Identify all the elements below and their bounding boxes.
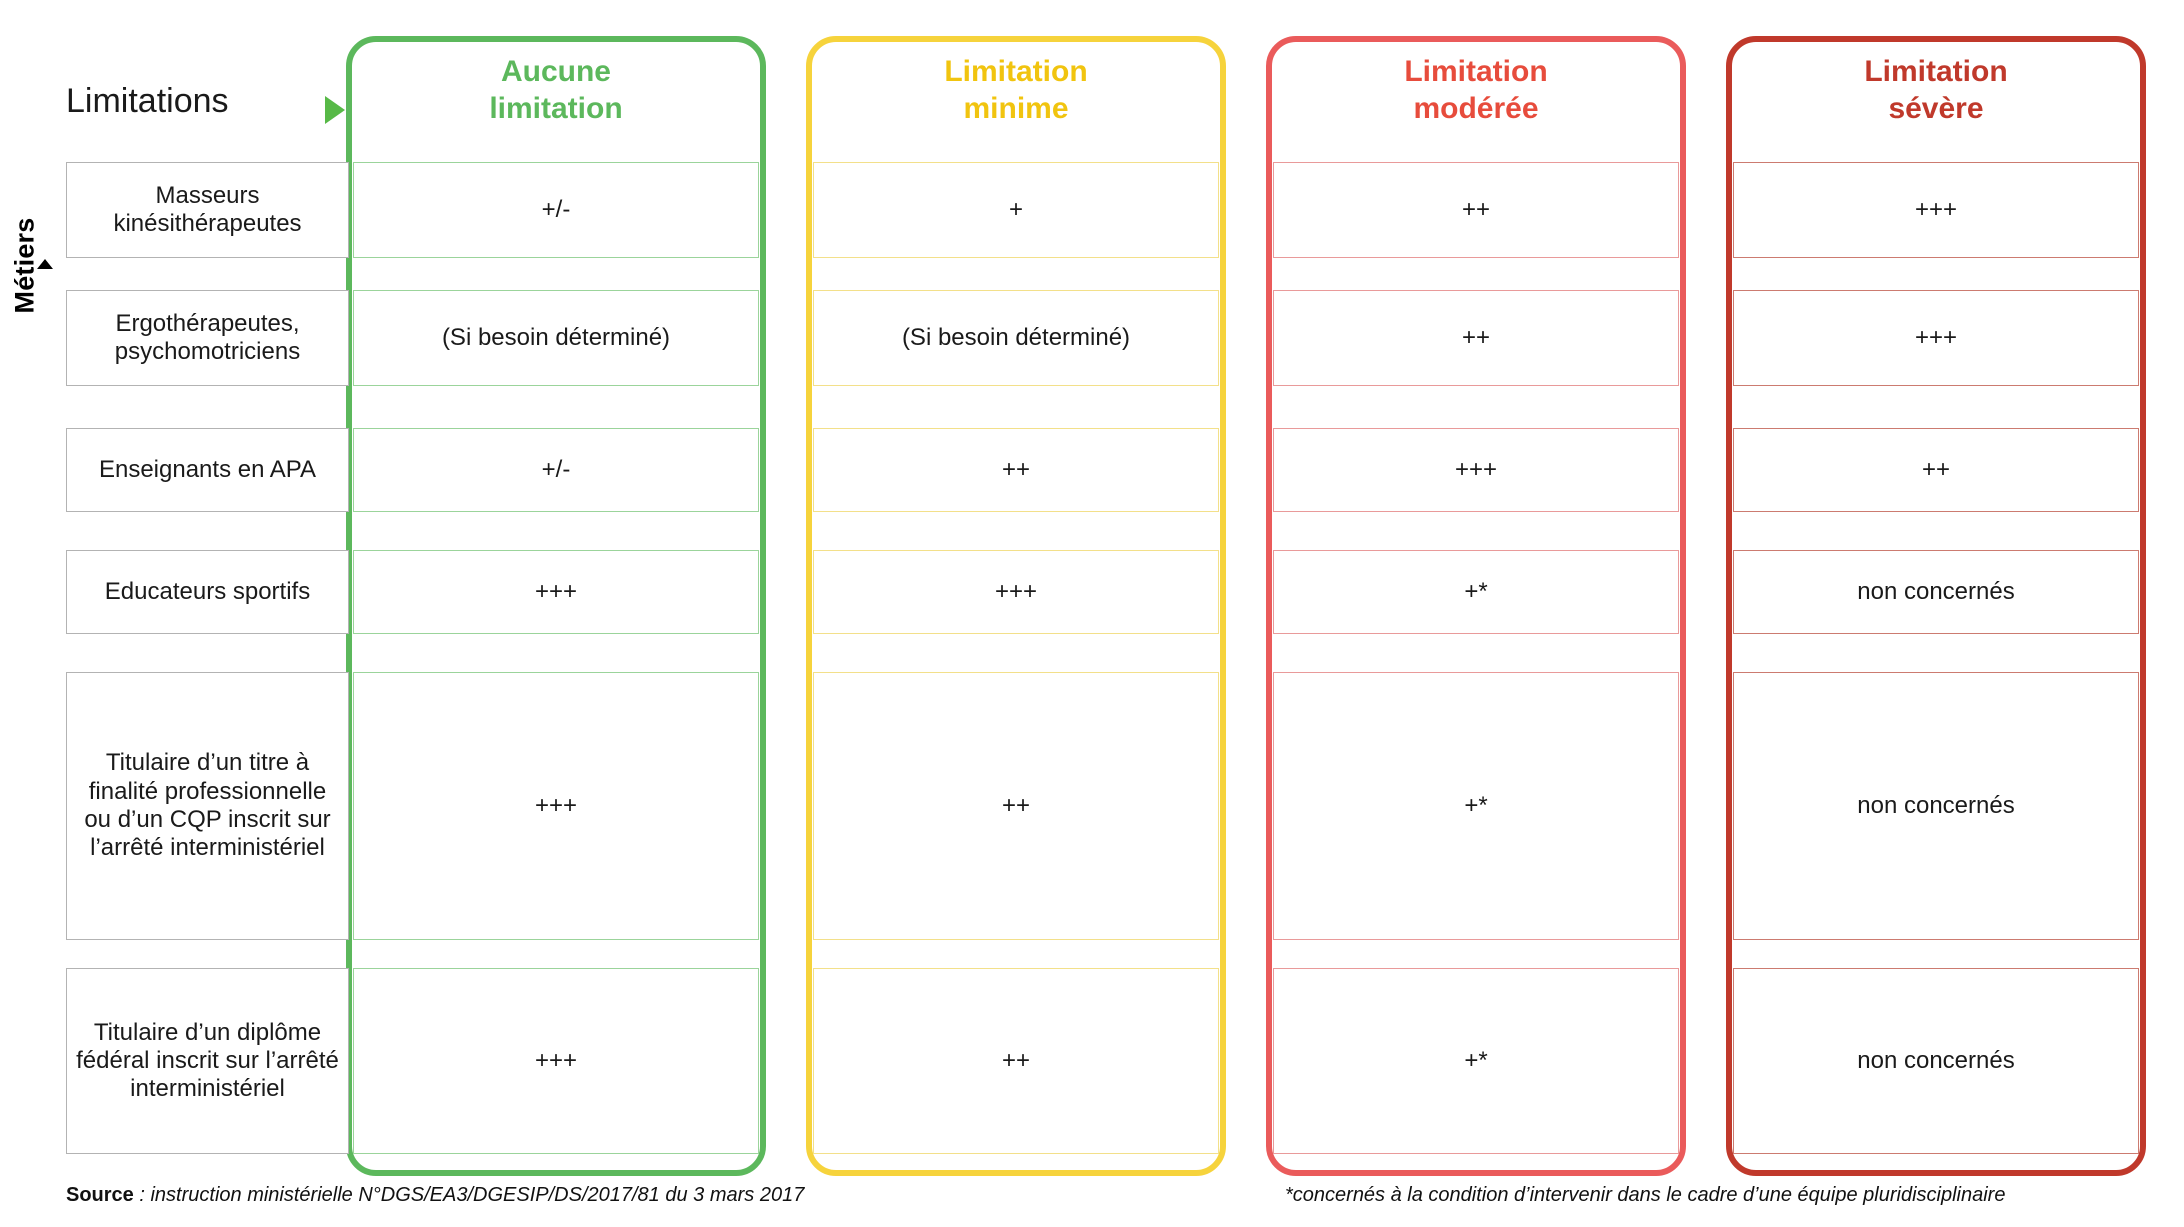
cell-educateurs-sportifs-severe: non concernés [1733, 550, 2139, 634]
cell-educateurs-sportifs-moderee: +* [1273, 550, 1679, 634]
cell-enseignants-apa-severe: ++ [1733, 428, 2139, 512]
column-header-moderee-line1: Limitation [1404, 55, 1548, 88]
cell-masseurs-minime: + [813, 162, 1219, 258]
axis-label-text: Métiers [9, 217, 40, 313]
cell-diplome-federal-moderee: +* [1273, 968, 1679, 1154]
cell-masseurs-severe: +++ [1733, 162, 2139, 258]
right-arrow-icon [325, 96, 345, 124]
cell-titre-finalite-pro-minime: ++ [813, 672, 1219, 940]
cell-titre-finalite-pro-moderee: +* [1273, 672, 1679, 940]
cell-educateurs-sportifs-aucune: +++ [353, 550, 759, 634]
cell-ergotherapeutes-moderee: ++ [1273, 290, 1679, 386]
cell-enseignants-apa-moderee: +++ [1273, 428, 1679, 512]
row-label-enseignants-apa: Enseignants en APA [66, 428, 349, 512]
cell-masseurs-moderee: ++ [1273, 162, 1679, 258]
column-header-severe-line1: Limitation [1864, 55, 2008, 88]
asterisk-note: *concernés à la condition d’intervenir dans le cadre d’une équipe pluridisciplinaire [1285, 1184, 2006, 1206]
cell-titre-finalite-pro-aucune: +++ [353, 672, 759, 940]
source-text: : instruction ministérielle N°DGS/EA3/DGESIP/DS/2017/81 du 3 mars 2017 [133, 1184, 805, 1206]
source-note [66, 1184, 804, 1207]
column-header-minime-line1: Limitation [944, 55, 1088, 88]
page-title: Limitations [66, 82, 229, 120]
column-header-moderee-line2: modérée [1413, 91, 1539, 125]
cell-titre-finalite-pro-severe: non concernés [1733, 672, 2139, 940]
axis-arrow-icon [37, 259, 53, 269]
cell-educateurs-sportifs-minime: +++ [813, 550, 1219, 634]
cell-enseignants-apa-minime: ++ [813, 428, 1219, 512]
row-label-diplome-federal: Titulaire d’un diplôme fédéral inscrit sur l’arrêté interministériel [66, 968, 349, 1154]
cell-enseignants-apa-aucune: +/- [353, 428, 759, 512]
column-header-aucune-line2: limitation [489, 91, 623, 125]
row-label-educateurs-sportifs: Educateurs sportifs [66, 550, 349, 634]
cell-masseurs-aucune: +/- [353, 162, 759, 258]
cell-diplome-federal-severe: non concernés [1733, 968, 2139, 1154]
axis-label-metiers [2, 160, 48, 370]
cell-diplome-federal-minime: ++ [813, 968, 1219, 1154]
row-label-masseurs: Masseurs kinésithérapeutes [66, 162, 349, 258]
cell-diplome-federal-aucune: +++ [353, 968, 759, 1154]
column-header-severe-line2: sévère [1888, 91, 1984, 125]
row-label-ergotherapeutes: Ergothérapeutes, psychomotriciens [66, 290, 349, 386]
cell-ergotherapeutes-severe: +++ [1733, 290, 2139, 386]
cell-ergotherapeutes-minime: (Si besoin déterminé) [813, 290, 1219, 386]
cell-ergotherapeutes-aucune: (Si besoin déterminé) [353, 290, 759, 386]
column-header-aucune-line1: Aucune [500, 55, 611, 88]
row-label-titre-finalite-pro: Titulaire d’un titre à finalité professionnelle ou d’un CQP inscrit sur l’arrêté interministériel [66, 672, 349, 940]
source-label: Source [66, 1184, 134, 1206]
column-header-minime-line2: minime [963, 91, 1069, 125]
